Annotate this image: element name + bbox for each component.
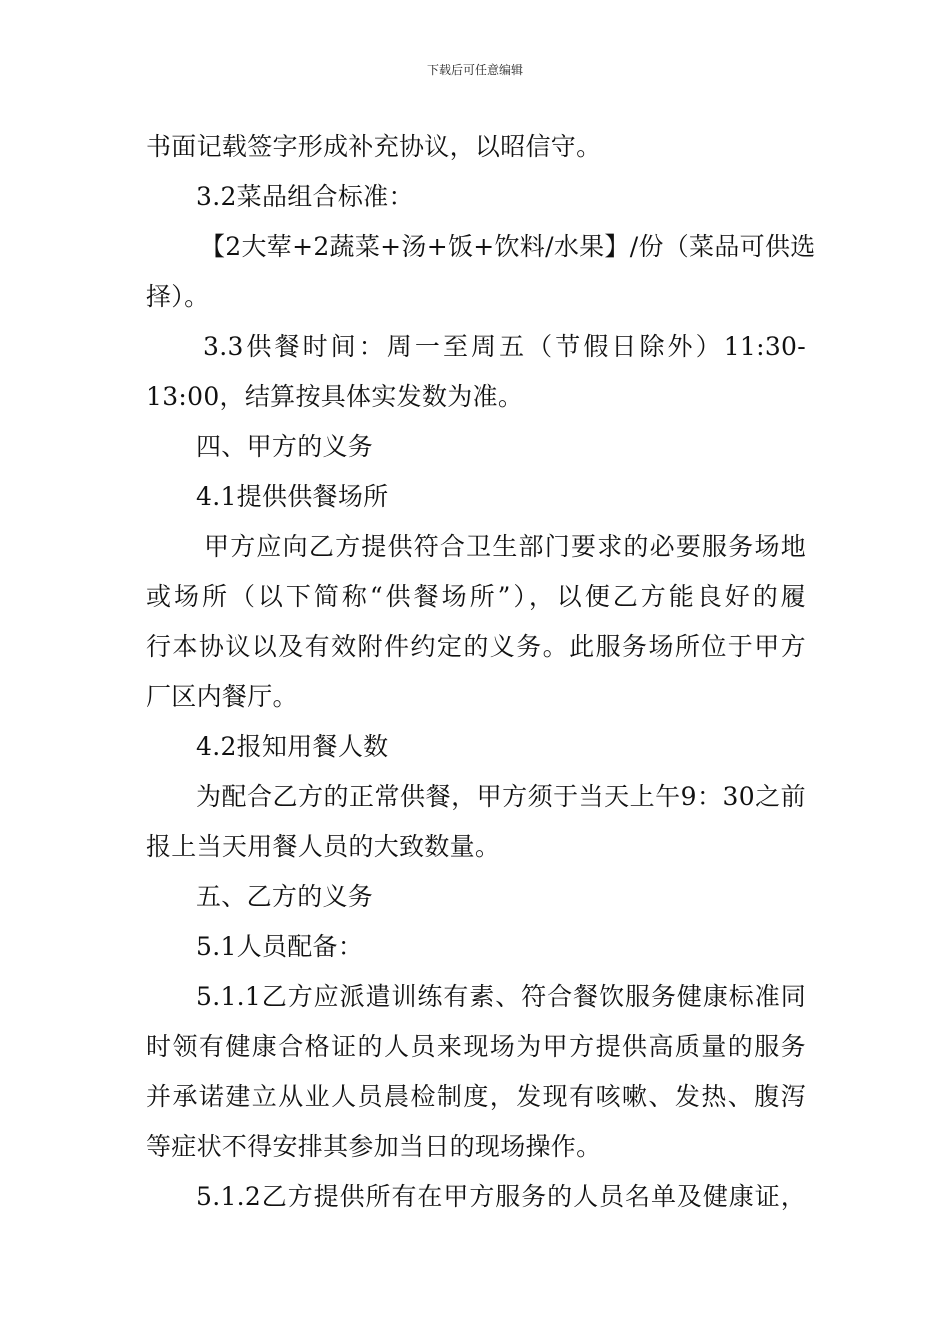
paragraph-line: 13:00，结算按具体实发数为准。	[146, 382, 524, 411]
section-heading-5-1: 5.1人员配备：	[196, 932, 364, 961]
section-heading-4-1: 4.1提供供餐场所	[196, 482, 389, 511]
paragraph-line: 报上当天用餐人员的大致数量。	[146, 832, 501, 861]
paragraph-line: 行本协议以及有效附件约定的义务。此服务场所位于甲方	[146, 632, 806, 661]
paragraph-line: 3.3供餐时间：周一至周五（节假日除外）11:30-	[203, 332, 806, 361]
paragraph-line: 厂区内餐厅。	[146, 682, 298, 711]
paragraph-line: 5.1.2乙方提供所有在甲方服务的人员名单及健康证，	[196, 1182, 806, 1211]
paragraph-line: 择）。	[146, 282, 210, 311]
page-header: 下载后可任意编辑	[426, 63, 523, 77]
section-heading-5: 五、乙方的义务	[196, 882, 374, 911]
paragraph-line: 时领有健康合格证的人员来现场为甲方提供高质量的服务	[146, 1032, 806, 1061]
paragraph-line: 等症状不得安排其参加当日的现场操作。	[146, 1132, 602, 1161]
paragraph-line: 为配合乙方的正常供餐，甲方须于当天上午9：30之前	[196, 782, 806, 811]
section-heading-3-2: 3.2菜品组合标准：	[196, 182, 414, 211]
section-heading-4: 四、甲方的义务	[196, 432, 374, 461]
document-body	[146, 122, 816, 1222]
paragraph-line: 5.1.1乙方应派遣训练有素、符合餐饮服务健康标准同	[196, 982, 806, 1011]
paragraph-line: 书面记载签字形成补充协议，以昭信守。	[146, 132, 602, 161]
paragraph-line: 【2大荤+2蔬菜+汤+饭+饮料/水果】/份（菜品可供选	[200, 232, 816, 261]
paragraph-line: 甲方应向乙方提供符合卫生部门要求的必要服务场地	[204, 532, 806, 561]
paragraph-line: 并承诺建立从业人员晨检制度，发现有咳嗽、发热、腹泻	[146, 1082, 806, 1111]
paragraph-line: 或场所（以下简称“供餐场所”），以便乙方能良好的履	[146, 582, 806, 611]
section-heading-4-2: 4.2报知用餐人数	[196, 732, 389, 761]
